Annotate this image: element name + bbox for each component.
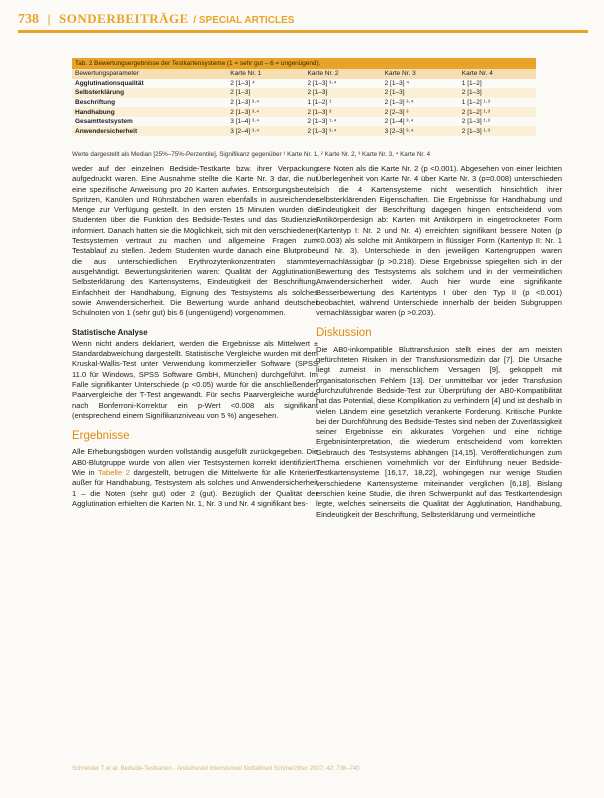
table-caption: Tab. 2 Bewertungsergebnisse der Testkartensysteme (1 = sehr gut – 6 = ungenügend). — [72, 58, 536, 69]
table-cell: 2 [1–3] ³·⁴ — [307, 79, 337, 87]
page-number: 738 — [18, 12, 39, 27]
table-cell: 2 [1–3] — [382, 88, 459, 98]
heading-discussion: Diskussion — [316, 327, 372, 340]
paragraph — [72, 447, 318, 509]
table-cell: Handhabung — [72, 107, 227, 117]
table-cell: Agglutinationsqualität — [75, 79, 144, 87]
table-cell: Selbsterklärung — [72, 88, 227, 98]
table-cell: 3 [1–4] ³·⁴ — [230, 118, 260, 126]
section-title: SONDERBEITRÄGE — [59, 11, 189, 26]
table-cell: 2 [1–3] — [304, 88, 381, 98]
table-cell: 1 [1–2] ¹·³ — [461, 99, 490, 107]
table-header-cell: Karte Nr. 1 — [227, 69, 304, 79]
paragraph: sere Noten als die Karte Nr. 2 (p <0.001). Abgesehen von einer leichten Überlegenheit von Karte Nr. 4 über Karte Nr. 3 (p=0.008) unterschieden sich die 4 Kartensysteme nicht wesentlich hinsichtlich ihrer selbsterklärenden Eigenschaften. Die Ergebnisse für Handhabung und Eindeutigkeit der Beschriftung dagegen hingen entscheidend vom Antikörperdesign ab: Karten mit Antikörpern in eingetrockneter Form (Kartentyp I: Nr. 2 und Nr. 4) erreichten signifikant bessere Noten (p <0.003) als solche mit Antikörpern in flüssiger Form (Kartentyp II: Nr. 1 und Nr. 3). Unterschiede in den jeweiligen Kartengruppen waren vernachlässigbar (p >0.218). Diese Ergebnisse spiegelten sich in der Bewertung des Testsystems als solchem und in der vermeintlichen Anwendersicherheit wider. Auch hier wurde eine signifikante Besserbewertung des Kartentyps I über den Typ II (p <0.001) beobachtet, während Unterschiede innerhalb der beiden Subgruppen vernachlässigbar waren (p >0.203). — [316, 164, 562, 318]
text-span: Alle Erhebungsbögen wurden vollständig ausgefüllt zurückgegeben. Die AB0-Blutgruppe wurde von allen vier Testsystemen korrekt identifiziert. Wie in — [72, 447, 318, 478]
text-span: dargestellt, betrugen die Mittelwerte für alle Kriterien außer für Handhabung, Testsystem als solches und Anwendersicherheit 1 – die Noten (sehr gut) oder 2 (gut). Bezüglich der Qualität der Agglutination erhielten die Karten Nr. 1, Nr. 3 und Nr. 4 signifikant bes- — [72, 468, 318, 508]
table-cell: 2 [1–3] ⁴ — [384, 79, 410, 87]
paragraph: Wenn nicht anders deklariert, werden die Ergebnisse als Mittelwert ± Standardabweichung dargestellt. Statistische Vergleiche wurden mit dem Kruskal-Wallis-Test unter Verwendung kommerzieller Software (SPSS 11.0 für Windows, SPSS Software GmbH, München) durchgeführt. Im Falle signifikanter Unterschiede (p <0.05) wurde für die anschließenden Paarvergleiche der T-Test angewandt. Für sechs Paarvergleiche wurde nach Bonferroni-Korrektur ein p-Wert <0.008 als signifikant (entsprechend einem Signifikanzniveau von 5 %) angesehen. — [72, 338, 318, 420]
header-separator: | — [47, 12, 51, 26]
table-header-cell: Karte Nr. 4 — [459, 69, 536, 79]
table-row — [72, 107, 536, 117]
table-cell: 3 [2–4] ³·⁴ — [227, 126, 304, 136]
table-note: Werte dargestellt als Median [25%–75%-Perzentile], Signifikanz gegenüber ¹ Karte Nr. 1, ² Karte Nr. 2, ³ Karte Nr. 3, ⁴ Karte Nr. 4 — [72, 151, 431, 158]
table-cell: 2 [1–3] ³·⁴ — [304, 126, 381, 136]
table-cell: 2 [1–3] — [227, 88, 304, 98]
table-cell: 2 [1–3] ¹·⁴ — [307, 118, 337, 126]
table-row — [72, 88, 536, 98]
results-table — [72, 58, 536, 136]
table-cell: 2 [1–2] ¹·³ — [459, 107, 536, 117]
table-cell: Beschriftung — [75, 99, 116, 107]
table-cell: 2 [2–3] ³ — [382, 107, 459, 117]
table-cell: Anwendersicherheit — [72, 126, 227, 136]
table-cell: 2 [1–3] ¹·³ — [461, 118, 490, 126]
table-cell: 2 [1–3] ³·⁴ — [230, 99, 260, 107]
paragraph: Die AB0-inkompatible Bluttransfusion stellt eines der am meisten gefürchteten Risiken in der Transfusionsmedizin dar [7]. Die Ursache liegt zumeist in menschlichem Versagen [9], gekoppelt mit organisatorischen Fehlern [13]. Der unmittelbar vor jeder Transfusion durchzuführende Bedside-Test zur Überprüfung der AB0-Kompatibilität hat das Potential, diese Komplikation zu verhindern [4] und ist deshalb in vielen Ländern eine gesetzlich verankerte Forderung. Kritische Punkte bei der Durchführung des Bedside-Testes sind neben der Zuverlässigkeit seiner Ergebnisse ein akkurates Vorgehen und eine richtige Ergebnisinterpretation, die wiederum entscheidend vom korrekten Gebrauch des Testsystems abhängen [14,15]. Veröffentlichungen zum Thema erschienen vornehmlich vor der Einführung neuer Bedside-Testkartensysteme [16,17, 18,22], wohingegen nur wenige Studien verschiedene Kartensysteme miteinander verglichen [6,18]. Bislang erschien keine Studie, die ihren Schwerpunkt auf das Testkartendesign legte, welches seinerseits die Qualität der Agglutination, Handhabung, Eindeutigkeit der Beschriftung, Selbsterklärung und vermeintliche — [316, 344, 562, 519]
table-row — [72, 117, 536, 127]
table-cell: 2 [1–3] — [459, 88, 536, 98]
running-header — [18, 10, 588, 33]
section-title-en: / SPECIAL ARTICLES — [193, 15, 295, 26]
paragraph: weder auf der einzelnen Bedside-Testkarte bzw. ihrer Verpackung aufgedruckt waren. Eine Ausnahme stellte die Karte Nr. 3 dar, die nur eine spezifische Anweisung pro 20 Karten aufwies. Entsorgungsbeutel, Spritzen, Kanülen und Rührstäbchen waren ebenfalls in ausreichender Menge zur Verfügung gestellt. In den ersten 15 Minuten wurden die Studenten über die Funktion des Bedside-Testes und das Studienziel informiert. Danach hatten sie die Möglichkeit, sich mit den verschiedenen Testsystemen vertraut zu machen und allgemeine Fragen zum Testablauf zu stellen. Jedem Studenten wurde danach eine Blutprobe, die aus unterschiedlichen Erythrozytenkonzentraten stammte, ausgehändigt. Bewertungskriterien waren: Qualität der Agglutination, Selbsterklärung des Kartensystems, Eindeutigkeit der Beschriftung, Einfachheit der Handhabung, Eignung des Testsystems als solches sowie Anwendersicherheit. Die Bewertung wurde anhand deutscher Schulnoten von 1 (sehr gut) bis 6 (ungenügend) vorgenommen. — [72, 164, 318, 318]
text-column-right — [316, 164, 562, 530]
text-column-left — [72, 164, 318, 519]
table-cell: 2 [1–3] ³·⁴ — [227, 107, 304, 117]
table-header-cell: Karte Nr. 2 — [304, 69, 381, 79]
table-cell: 2 [1–3] ³ — [304, 107, 381, 117]
table-cell: 2 [1–4] ³·⁴ — [384, 118, 414, 126]
table-row — [72, 98, 536, 108]
heading-results: Ergebnisse — [72, 430, 130, 443]
subheading-statistics: Statistische Analyse — [72, 328, 148, 338]
table-reference-link[interactable]: Tabelle 2 — [98, 468, 130, 478]
table-header-cell: Bewertungsparameter — [72, 69, 227, 79]
table-header-cell: Karte Nr. 3 — [382, 69, 459, 79]
table-header-row — [72, 69, 536, 79]
table-cell: 3 [2–3] ³·⁴ — [382, 126, 459, 136]
table-cell: 2 [1–3] ¹·³ — [459, 126, 536, 136]
table-cell: 2 [1–3] ⁴ — [230, 79, 255, 87]
page-footer: Schneider T et al. Bedside-Testkarten · Anästhesiol Intensivmed Notfallmed Schmerzther 2007; 42: 736–740 — [72, 766, 360, 772]
table-cell: Gesamttestsystem — [75, 118, 133, 126]
table-cell: 1 [1–2] ¹ — [307, 99, 332, 107]
table-cell: 1 [1–2] — [461, 79, 482, 87]
table-row — [72, 126, 536, 136]
table-cell: 2 [1–3] ³·⁴ — [384, 99, 414, 107]
table-row — [72, 79, 536, 89]
